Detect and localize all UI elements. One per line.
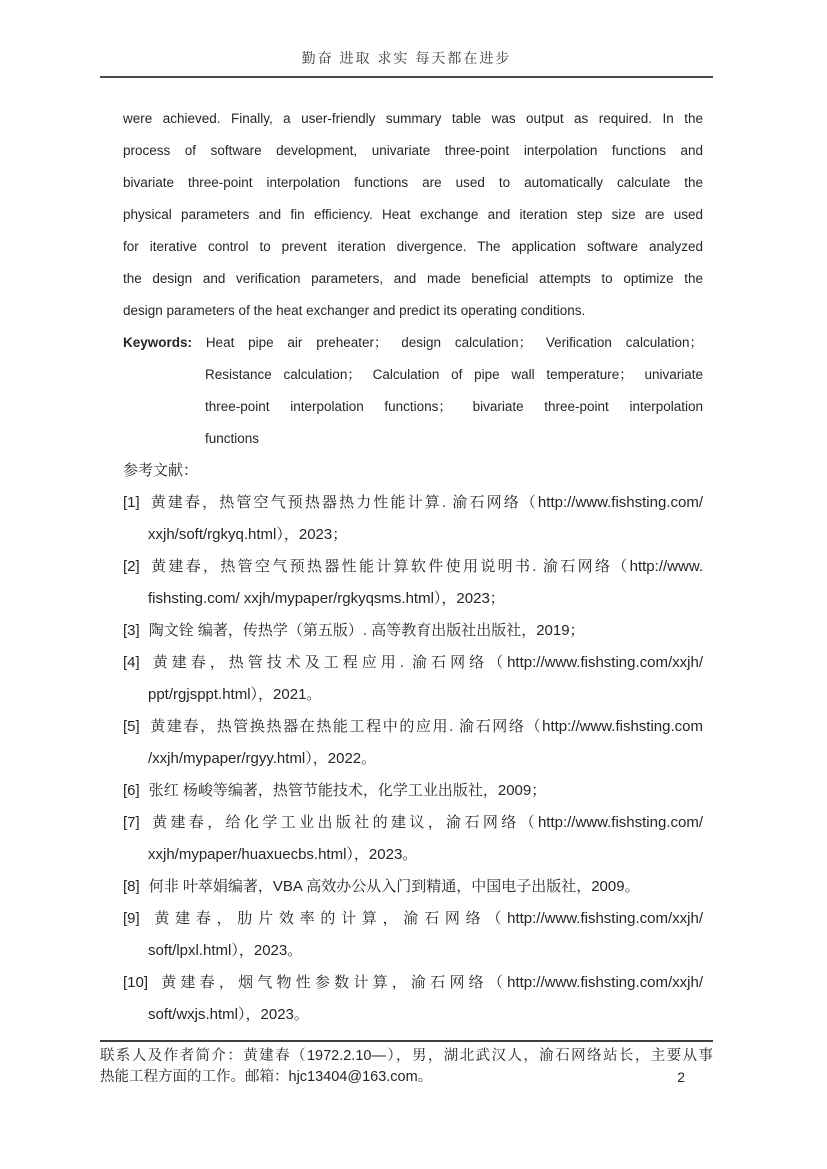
reference-item (123, 711, 703, 775)
reference-line (123, 711, 703, 743)
footer-author-info: 联系人及作者简介：黄建春（1972.2.10—），男，湖北武汉人，渝石网络站长，主要从事 (100, 1048, 713, 1064)
abstract-line: bivariate three-point interpolation functions are used to automatically calculate the (123, 175, 703, 190)
reference-text: 黄建春，热管技术及工程应用. 渝石网络（http://www.fishsting.com/xxjh/ (148, 654, 703, 671)
abstract-line: for iterative control to prevent iteration divergence. The application software analyzed (123, 239, 703, 254)
reference-line (123, 615, 703, 647)
footer-email-text: 热能工程方面的工作。邮箱：hjc13404@163.com。 (100, 1069, 433, 1085)
reference-text: 陶文铨 编著，传热学（第五版）. 高等教育出版社出版社，2019； (148, 622, 585, 639)
reference-item (123, 871, 703, 903)
page-body (123, 103, 703, 1031)
keywords-line (123, 327, 703, 359)
reference-item (123, 615, 703, 647)
reference-item (123, 807, 703, 871)
reference-line: fishsting.com/ xxjh/mypaper/rgkyqsms.html），2023； (148, 590, 505, 607)
reference-line: ppt/rgjsppt.html），2021。 (148, 686, 322, 703)
reference-number: [8] (123, 878, 140, 895)
reference-number: [9] (123, 910, 140, 927)
reference-text: 黄建春，热管空气预热器热力性能计算. 渝石网络（http://www.fishsting.com/ (148, 494, 703, 511)
reference-number: [7] (123, 814, 140, 831)
keywords-label: Keywords: (123, 335, 193, 350)
reference-line: soft/wxjs.html），2023。 (148, 1006, 309, 1023)
page-number: 2 (677, 1069, 685, 1085)
reference-line (123, 647, 703, 679)
reference-line: /xxjh/mypaper/rgyy.html），2022。 (148, 750, 377, 767)
reference-line (123, 903, 703, 935)
reference-item (123, 903, 703, 967)
reference-line (123, 871, 703, 903)
abstract-line: the design and verification parameters, and made beneficial attempts to optimize the (123, 271, 703, 286)
reference-text: 黄建春，烟气物性参数计算，渝石网络（http://www.fishsting.com/xxjh/ (157, 974, 703, 991)
reference-text: 何非 叶萃娟编著，VBA 高效办公从入门到精通，中国电子出版社，2009。 (148, 878, 640, 895)
reference-text: 张红 杨峻等编著，热管节能技术，化学工业出版社，2009； (148, 782, 547, 799)
references-section (123, 455, 703, 1031)
reference-line: xxjh/soft/rgkyq.html），2023； (148, 526, 348, 543)
reference-text: 黄建春，给化学工业出版社的建议，渝石网络（http://www.fishsting.com/ (148, 814, 703, 831)
reference-number: [6] (123, 782, 140, 799)
reference-item (123, 551, 703, 615)
reference-line (123, 551, 703, 583)
reference-item (123, 775, 703, 807)
keywords-block (123, 327, 703, 455)
abstract-line: design parameters of the heat exchanger and predict its operating conditions. (123, 303, 586, 318)
reference-line: xxjh/mypaper/huaxuecbs.html），2023。 (148, 846, 418, 863)
keywords-line: functions (205, 431, 260, 446)
reference-number: [5] (123, 718, 140, 735)
references-heading: 参考文献： (123, 462, 199, 479)
keywords-text: Heat pipe air preheater； design calculation； Verification calculation； (205, 335, 703, 350)
reference-text: 黄建春，热管空气预热器性能计算软件使用说明书. 渝石网络（http://www. (148, 558, 703, 575)
reference-number: [3] (123, 622, 140, 639)
abstract-line: were achieved. Finally, a user-friendly summary table was output as required. In the (123, 111, 703, 126)
reference-number: [2] (123, 558, 140, 575)
abstract-paragraph (123, 103, 703, 327)
footer-contact-line (100, 1067, 713, 1088)
reference-line (123, 967, 703, 999)
reference-number: [10] (123, 974, 149, 991)
page-footer (100, 1040, 713, 1088)
reference-item (123, 487, 703, 551)
reference-item (123, 647, 703, 711)
reference-line (123, 807, 703, 839)
reference-number: [1] (123, 494, 140, 511)
abstract-line: process of software development, univariate three-point interpolation functions and (123, 143, 703, 158)
page-header-motto: 勤奋 进取 求实 每天都在进步 (100, 48, 713, 78)
reference-line (123, 487, 703, 519)
reference-line: soft/lpxl.html），2023。 (148, 942, 303, 959)
reference-text: 黄建春，热管换热器在热能工程中的应用. 渝石网络（http://www.fishsting.com (148, 718, 703, 735)
reference-item (123, 967, 703, 1031)
abstract-line: physical parameters and fin efficiency. Heat exchange and iteration step size are used (123, 207, 703, 222)
reference-number: [4] (123, 654, 140, 671)
keywords-line: three-point interpolation functions； bivariate three-point interpolation (205, 399, 703, 414)
reference-line (123, 775, 703, 807)
reference-text: 黄建春，肋片效率的计算，渝石网络（http://www.fishsting.com/xxjh/ (148, 910, 703, 927)
keywords-line: Resistance calculation； Calculation of pipe wall temperature； univariate (205, 367, 703, 382)
